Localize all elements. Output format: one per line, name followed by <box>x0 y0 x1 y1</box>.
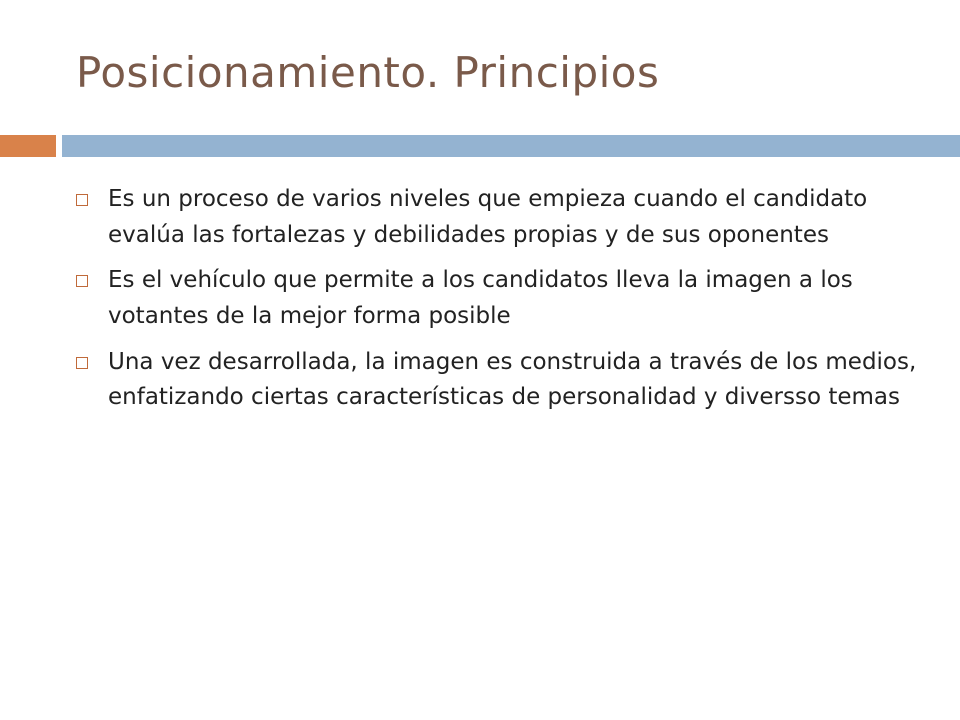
bullet-item <box>76 182 926 253</box>
bullet-item <box>76 263 926 334</box>
title-rule-bar <box>62 135 960 157</box>
square-bullet-icon <box>76 357 88 369</box>
slide-title: Posicionamiento. Principios <box>76 48 660 97</box>
title-rule-accent <box>0 135 56 157</box>
square-bullet-icon <box>76 194 88 206</box>
bullet-text: Es el vehículo que permite a los candidatos lleva la imagen a los votantes de la mejor forma posible <box>108 267 853 329</box>
square-bullet-icon <box>76 275 88 287</box>
bullet-text: Es un proceso de varios niveles que empieza cuando el candidato evalúa las fortalezas y debilidades propias y de sus oponentes <box>108 186 868 248</box>
bullet-item <box>76 345 926 416</box>
bullet-list <box>76 182 926 426</box>
bullet-text: Una vez desarrollada, la imagen es construida a través de los medios, enfatizando ciertas características de personalidad y diversso temas <box>108 348 917 411</box>
